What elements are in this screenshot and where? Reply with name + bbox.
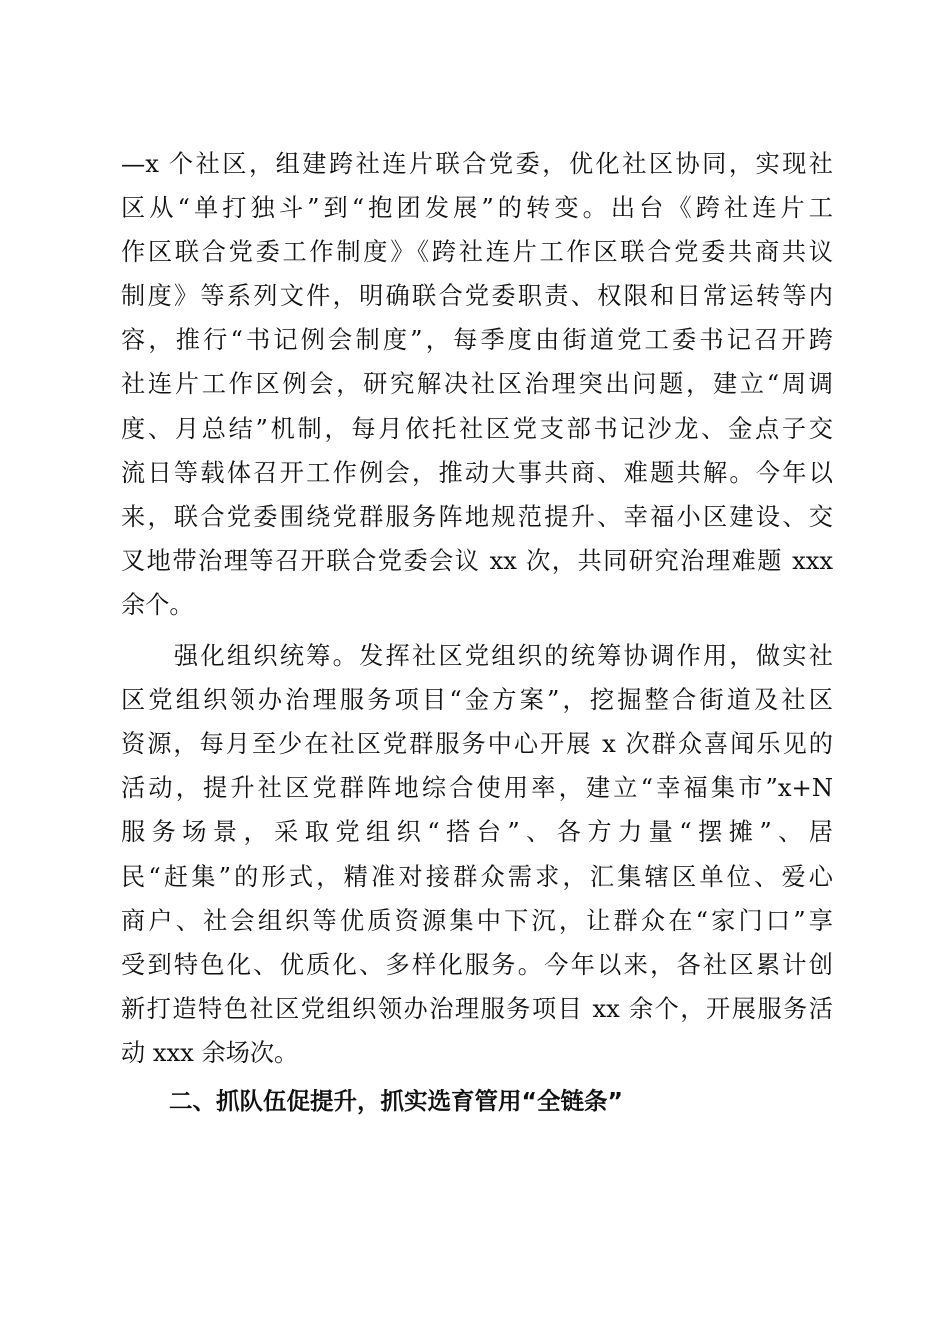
text-line: 民“赶集”的形式，精准对接群众需求，汇集辖区单位、爱心 — [121, 862, 833, 891]
text-line: 新打造特色社区党组织领办治理服务项目 xx 余个，开展服务活 — [121, 994, 833, 1023]
text-line: 度、月总结”机制，每月依托社区党支部书记沙龙、金点子交 — [121, 414, 833, 443]
paragraph-spacer — [121, 627, 833, 634]
text-line: 商户、社会组织等优质资源集中下沉，让群众在“家门口”享 — [121, 906, 833, 935]
text-line: 服务场景，采取党组织“搭台”、各方力量“摆摊”、居 — [121, 818, 833, 847]
text-line: —x 个社区，组建跨社连片联合党委，优化社区协同，实现社 — [121, 150, 833, 178]
text-line: 活动，提升社区党群阵地综合使用率，建立“幸福集市”x+N — [121, 774, 833, 803]
text-line: 作区联合党委工作制度》《跨社连片工作区联合党委共商共议 — [121, 238, 833, 267]
text-line: 容，推行“书记例会制度”，每季度由街道党工委书记召开跨 — [121, 326, 833, 355]
section-heading: 二、抓队伍促提升，抓实选育管用“全链条” — [169, 1086, 623, 1115]
text-line: 资源，每月至少在社区党群服务中心开展 x 次群众喜闻乐见的 — [121, 730, 833, 759]
body-text — [121, 142, 833, 1123]
paragraph-2 — [121, 634, 833, 1075]
text-line: 受到特色化、优质化、多样化服务。今年以来，各社区累计创 — [121, 950, 833, 979]
text-line: 社连片工作区例会，研究解决社区治理突出问题，建立“周调 — [121, 370, 833, 399]
text-line: 来，联合党委围绕党群服务阵地规范提升、幸福小区建设、交 — [121, 502, 833, 531]
text-line: 区党组织领办治理服务项目“金方案”，挖掘整合街道及社区 — [121, 686, 833, 715]
text-line: 流日等载体召开工作例会，推动大事共商、难题共解。今年以 — [121, 458, 833, 487]
paragraph-1 — [121, 142, 833, 627]
text-line: 余个。 — [121, 590, 194, 619]
text-line: 叉地带治理等召开联合党委会议 xx 次，共同研究治理难题 xxx — [121, 546, 833, 575]
text-line: 动 xxx 余场次。 — [121, 1038, 299, 1067]
text-line: 制度》等系列文件，明确联合党委职责、权限和日常运转等内 — [121, 282, 833, 311]
text-line: 强化组织统筹。发挥社区党组织的统筹协调作用，做实社 — [121, 642, 833, 671]
text-line: 区从“单打独斗”到“抱团发展”的转变。出台《跨社连片工 — [121, 194, 833, 223]
